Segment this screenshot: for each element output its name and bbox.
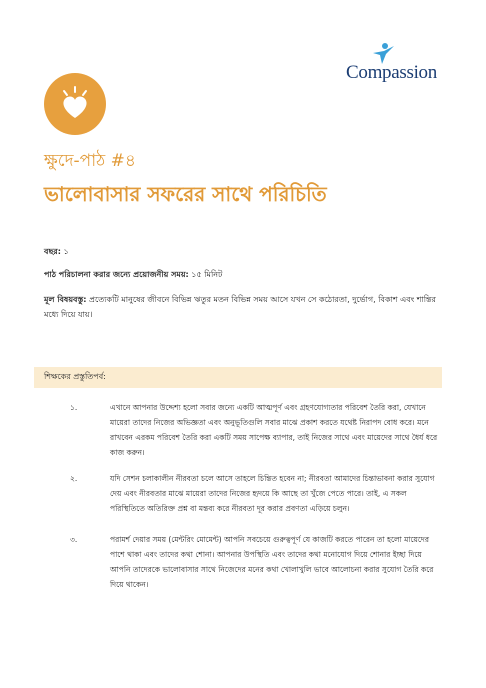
- theme-value: প্রত্যেকটি মানুষের জীবনে বিভিন্ন ঋতুর মতন বিভিন্ন সময় আসে যখন সে কঠোরতা, দুর্ভোগ, বিকাশ এবং শান্তির মধ্যে দিয়ে যায়।: [44, 295, 436, 319]
- lesson-number: ক্ষুদে-পাঠ #৪: [44, 151, 136, 171]
- preparation-heading: শিক্ষকের প্রস্তুতিপর্ব:: [44, 372, 106, 381]
- list-item-number: ৩.: [70, 535, 78, 544]
- preparation-heading-bar: [34, 367, 442, 388]
- list-item-text: পরামর্শ দেয়ার সময় (মেন্টরিং মোমেন্ট) আপনি সবচেয়ে গুরুত্বপূর্ণ যে কাজটি করতে পারেন তা হলো মায়েদের পাশে থাকা এবং তাদের কথা শোনা। আপনার উপস্থিতি এবং তাদের কথা মনোযোগ দিয়ে শোনার ইচ্ছা দিয়ে আপনি তাদেরকে ভালোবাসার সাথে নিজেদের মনের কথা খোলাখুলি ভাবে আলোচনা করার সুযোগ তৈরি করে দিয়ে থাকেন।: [110, 535, 434, 589]
- list-item-number: ২.: [70, 474, 78, 483]
- theme-label: মূল বিষয়বস্তু:: [44, 295, 87, 304]
- time-line: [44, 267, 222, 282]
- heart-badge: [44, 73, 106, 135]
- list-item-text: এখানে আপনার উদ্দেশ্য হলো সবার জন্যে একটি আত্মপূর্ণ এবং গ্রহণযোগ্যতার পরিবেশ তৈরি করা, যেখানে মায়েরা তাদের নিজের অভিজ্ঞতা এবং অনুভূতিগুলি সবার মাঝে প্রকাশ করতে যথেষ্ট নিরাপদ বোধ করে। মনে রাখবেন এরকম পরিবেশ তৈরি করা একটি সময় সাপেক্ষ ব্যাপার, তাই নিজের সাথে এবং মায়েদের সাথে ধৈর্য ধরে কাজ করুন।: [110, 403, 438, 457]
- year-line: [44, 244, 69, 259]
- year-label: বছর:: [44, 247, 61, 256]
- heart-icon: [55, 84, 95, 124]
- logo-text: Compassion: [346, 62, 437, 83]
- compassion-logo: [346, 42, 446, 86]
- list-item-number: ১.: [70, 403, 78, 412]
- list-item-text: যদি সেশন চলাকালীন নীরবতা চলে আসে তাহলে চিন্তিত হবেন না; নীরবতা আমাদের চিন্তাভাবনা করার সুযোগ দেয় এবং নীরবতার মাঝে মায়েরা তাদের নিজের হৃদয়ে কি আছে তা খুঁজে পেতে পারে। তাই, এ সকল পরিস্থিতিতে অতিরিক্ত প্রশ্ন বা মন্তব্য করে নীরবতা দূর করার প্রবণতা এড়িয়ে চলুন।: [110, 474, 435, 513]
- lesson-title: ভালোবাসার সফরের সাথে পরিচিতি: [44, 182, 327, 206]
- time-label: পাঠ পরিচালনা করার জন্যে প্রয়োজনীয় সময়:: [44, 270, 189, 279]
- time-value: ১৫ মিনিট: [191, 270, 223, 279]
- year-value: ১: [63, 247, 69, 256]
- theme-line: [44, 292, 444, 322]
